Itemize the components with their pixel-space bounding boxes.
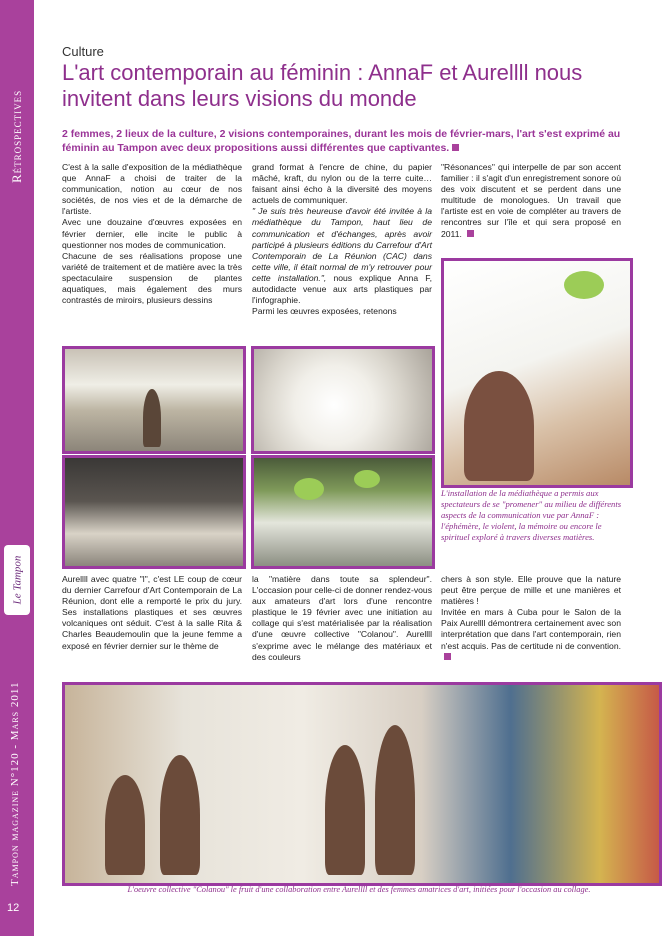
end-bullet-icon bbox=[444, 653, 451, 660]
quote-text: " Je suis très heureuse d'avoir été invitée à la médiathèque du Tampon, haut lieu de communication et d'échanges, après avoir participé à plusieurs éditions du Carrefour d'Art Contemporain de La Réunion (CAC) dans cette ville, il était normal de m'y retrouver pour cette installation.", bbox=[252, 206, 432, 283]
paragraph bbox=[441, 162, 621, 240]
article-title: L'art contemporain au féminin : AnnaF et Aurellll nous invitent dans leurs visions du monde bbox=[62, 60, 583, 111]
magazine-issue: Tampon magazine N°120 - Mars 2011 bbox=[9, 681, 21, 886]
paragraph-text: Invitée en mars à Cuba pour le Salon de la Paix Aurellll démontrera certainement avec son interprétation que dans l'art contemporain, rien n'est acquis. Pas de certitude ni de convention. bbox=[441, 607, 621, 651]
paragraph-text: "Résonances" qui interpelle de par son accent familier : il s'agit d'un enregistrement sonore où des voix discutent et se perdent dans une multitude de monologues. Un travail que l'artiste est en voie de compléter au travers de rencontres sur l'île et qui sera proposé en 2011. bbox=[441, 162, 621, 239]
section-label: Rétrospectives bbox=[9, 89, 24, 183]
photo-paper-sculpture bbox=[251, 346, 435, 454]
text-column-2 bbox=[252, 162, 432, 317]
paragraph: Chacune de ses réalisations propose une variété de traitement et de matière avec la très spectaculaire suspension de plantes aquatiques, mais également des murs contrastés de miroirs, plusieurs dessins bbox=[62, 250, 242, 306]
paragraph bbox=[441, 607, 621, 662]
end-bullet-icon bbox=[467, 230, 474, 237]
quote-paragraph bbox=[252, 206, 432, 306]
plant-shape bbox=[354, 470, 380, 488]
text-column-5 bbox=[252, 574, 432, 663]
magazine-logo bbox=[4, 545, 30, 615]
plant-shape bbox=[294, 478, 324, 500]
paragraph: grand format à l'encre de chine, du papier mâché, kraft, du nylon ou de la terre cuite… faisant ainsi écho à la diversité des moyens actuels de communiquer. bbox=[252, 162, 432, 206]
sidebar bbox=[0, 0, 34, 936]
text-column-6 bbox=[441, 574, 621, 663]
paragraph: Aurellll avec quatre "l", c'est LE coup de cœur du dernier Carrefour d'Art Contemporain de La Réunion, dont elle a remporté le prix du jury. Ses installations plastiques et ses œuvres volcaniques ont séduit. C'est à la salle Rita & Charles Beaudemoulin que la jeune femme a exposé en février dernier sur le thème de bbox=[62, 574, 242, 651]
rubric: Culture bbox=[62, 44, 104, 59]
person-figure bbox=[325, 745, 365, 875]
visitor-figure bbox=[143, 389, 161, 447]
caption-collective: L'oeuvre collective "Colanou" le fruit d'une collaboration entre Aurellll et des femmes amatrices d'art, initiées pour l'occasion au collage. bbox=[127, 885, 591, 894]
page-number: 12 bbox=[7, 902, 20, 914]
text-column-1 bbox=[62, 162, 242, 306]
text-column-4 bbox=[62, 574, 242, 652]
photo-artist-annaf bbox=[441, 258, 633, 488]
quote-attribution: nous explique Anna F, autodidacte venue aux arts plastiques par l'infographie. bbox=[252, 272, 432, 306]
person-figure bbox=[105, 775, 145, 875]
photo-hanging-plants bbox=[251, 455, 435, 569]
text-column-3 bbox=[441, 162, 621, 240]
person-figure bbox=[375, 725, 415, 875]
person-figure bbox=[160, 755, 200, 875]
artist-figure bbox=[464, 371, 534, 481]
photo-group-colanou bbox=[62, 682, 662, 886]
caption-installation: L'installation de la médiathèque a permis aux spectateurs de se "promener" au milieu de différents aspects de la communication vue par AnnaF : l'éphémère, le violent, la mémoire ou encore le spirituel exploré à travers diverses matières. bbox=[441, 488, 622, 542]
plant-shape bbox=[564, 271, 604, 299]
lede-text: 2 femmes, 2 lieux de la culture, 2 visions contemporaines, durant les mois de février-mars, l'art s'est exprimé au féminin au Tampon avec deux propositions aussi différentes que captivantes. bbox=[62, 128, 621, 154]
paragraph: Avec une douzaine d'œuvres exposées en février dernier, elle incite le public à questionner nos modes de communication. bbox=[62, 217, 242, 250]
logo-text: Le Tampon bbox=[11, 555, 23, 605]
paragraph: la "matière dans toute sa splendeur". L'occasion pour celle-ci de donner rendez-vous aux amateurs d'art lors d'une rencontre plastique le 19 février avec une initiation au collage qui s'est matérialisée par la réalisation d'une œuvre collective "Colanou". Aurellll s'exprime avec le mélange des matériaux et des couleurs bbox=[252, 574, 432, 662]
paragraph: chers à son style. Elle prouve que la nature peut être perçue de mille et une manières et matières ! bbox=[441, 574, 621, 607]
paragraph: C'est à la salle d'exposition de la médiathèque que AnnaF a choisi de traiter de la communication, notion au cœur de nos sociétés, de nos vies et de la démarche de l'artiste. bbox=[62, 162, 242, 217]
photo-exhibition-visitor bbox=[62, 346, 246, 454]
photo-wall-installation bbox=[62, 455, 246, 569]
article-lede bbox=[62, 127, 652, 155]
paragraph: Parmi les œuvres exposées, retenons bbox=[252, 306, 397, 317]
end-bullet-icon bbox=[452, 144, 459, 151]
